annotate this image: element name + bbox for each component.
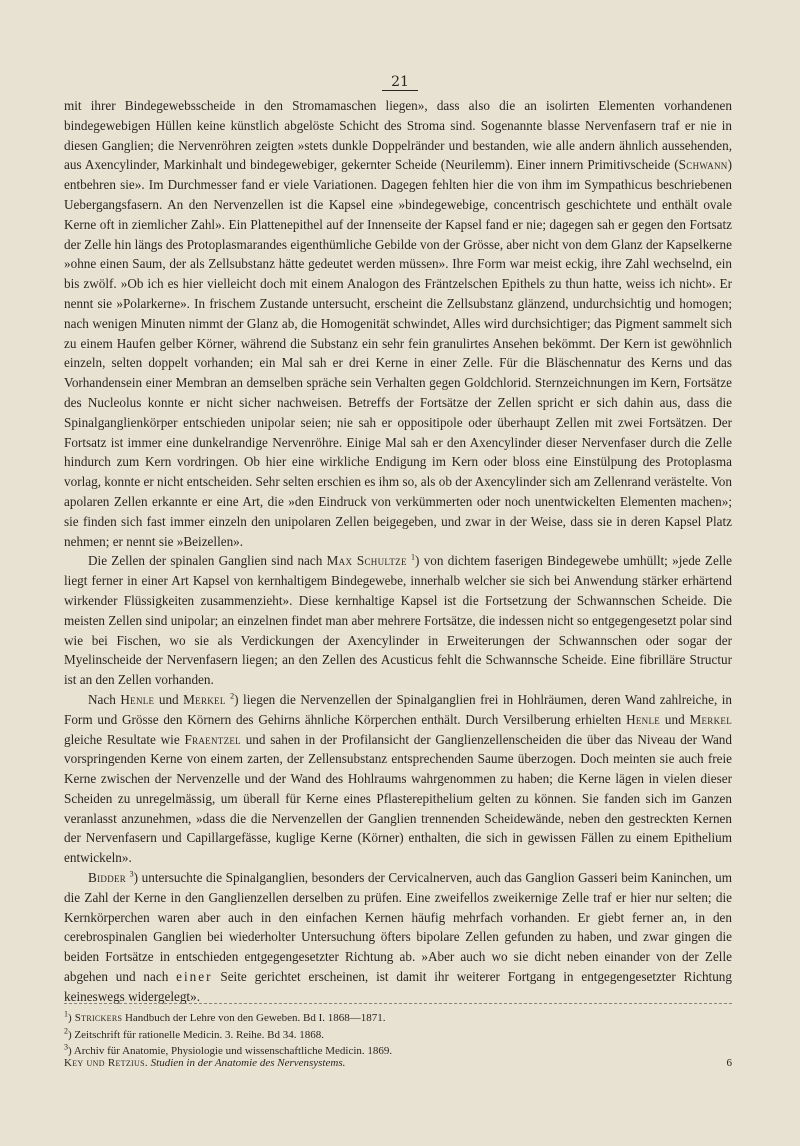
author-name: Henle <box>626 711 661 727</box>
footnote-ref: 1 <box>411 552 416 562</box>
footer-authors: Key und Retzius. <box>64 1057 148 1069</box>
paragraph <box>64 868 732 1007</box>
signature-mark: 6 <box>726 1057 732 1069</box>
text-run: ) liegen die Nervenzellen der Spinalganglien frei in Hohlräumen, deren Wand zahlreiche, in Form und Grösse den Körnern des Gehirns ähnliche Körperchen enthält. Durch Versilberung erhielten <box>64 691 733 727</box>
text-run: mit ihrer Bindegewebsscheide in den Stromamaschen liegen», dass also die an isolirten Elementen vorhandenen bindegewebigen Hüllen keine künstlich abgelöste Schicht des Stroma sind. Sogenannte blasse Nervenfasern traf er nie in diesen Ganglien; die Nervenröhren zeigten »stets dunkle Doppelränder und bestanden, wie alle andern ähnlich aussehenden, aus Axencylinder, Markinhalt und bindegewebiger, gekernter Scheide (Neurilemm). Einer innern Primitivscheide ( <box>64 98 732 173</box>
paragraph <box>64 96 732 551</box>
text-run: ) untersuchte die Spinalganglien, besonders der Cervicalnerven, auch das Ganglion Gasseri beim Kaninchen, um die Zahl der Kerne in den Ganglienzellen derselben zu prüfen. Eine zweifellos zweikernige Zelle traf er hier nur selten; die Kernkörperchen waren aber auch in den einfachen Kernen häufig mehrfach vorhanden. Er giebt ferner an, in den cerebrospinalen Ganglien bei wiederholter Untersuchung öfters bipolare Zellen gefunden zu haben, und zwar gingen die beiden Fortsätze in entschieden entgegengesetzter Richtung ab. »Aber auch wo sie dicht neben einander von der Zelle abgehen und nach <box>64 870 732 985</box>
footnote: $^2$) Zeitschrift für rationelle Medicin. 3. Reihe. Bd 34. 1868. <box>64 1025 325 1041</box>
footer-title: Studien in der Anatomie des Nervensystems. <box>150 1057 346 1069</box>
text-run: ) entbehren sie». Im Durchmesser fand er viele Variationen. Dagegen fehlten hier die von ihm im Sympathicus beschriebenen Uebergangsfasern. An den Nervenzellen ist die Kapsel eine »bindegewebige, concentrisch geschichtete und enthält ovale Kerne oft in ziemlicher Zahl». Ein Plattenepithel auf der Innenseite der Kapsel fand er nie; dagegen sah er gegen den Fortsatz der Zelle hin längs des Protoplasmarandes eigenthümliche Gebilde von der Grösse, aber nicht von dem Glanz der Kapselkerne »ohne einen Saum, der als Zellsubstanz hätte gedeutet werden müssen». Ihre Form war meist eckig, ihre Zahl wechselnd, ein bis zwölf. »Ob ich es hier vielleicht doch mit einem Analogon des Fräntzelschen Epithels zu thun hatte, weiss ich nicht». Er nennt sie »Polarkerne». In frischem Zustande untersucht, erscheint die Zellsubstanz glänzend, undurchsichtig und homogen; nach wenigen Minuten nimmt der Glanz ab, die Homogenität schwindet, Alles wird durchsichtiger; das Pigment sammelt sich zu einem Haufen gelber Körner, während die Substanz ein sehr fein granulirtes Ansehen bekömmt. Der Kern ist gewöhnlich einzeln, selten doppelt vorhanden; ein Mal sah er drei Kerne in einer Zelle. Für die Bläschennatur des Kerns und das Vorhandensein einer Membran an demselben spräche sein Verhalten gegen Goldchlorid. Sternzeichnungen im Kern, Fortsätze des Nucleolus konnte er nicht sicher nachweisen. Betreffs der Fortsätze der Zellen spricht er sich dahin aus, dass die Spinalganglienkörper entschieden unipolar seien; nie sah er oppositipole oder überhaupt Zellen mit zwei Fortsätzen. Der Fortsatz ist immer eine dunkelrandige Nervenröhre. Einige Mal sah er den Axencylinder dieser Nervenfaser durch die Zelle hindurch zum Kern vordringen. Ob hier eine wirkliche Endigung im Kern oder bloss eine Einstülpung des Protoplasma vorlag, konnte er nicht entscheiden. Sehr selten erschien es ihm so, als ob der Axencylinder sich am Zellenrand verästelte. Von apolaren Zellen erkannte er eine Art, die »den Eindruck von verkümmerten oder noch unentwickelten Elementen machen»; sie finden sich fast immer einzeln den unipolaren Zellen beigegeben, und zwar in der Weise, dass sie in deren Kapsel Platz nehmen; er nennt sie »Beizellen». <box>64 157 732 549</box>
text-run: Die Zellen der spinalen Ganglien sind nach <box>88 553 327 569</box>
author-name: Schwann <box>678 157 728 173</box>
text-run: Nach <box>88 691 121 707</box>
footnote-author: Strickers <box>71 1012 123 1024</box>
author-name: Bidder <box>88 870 127 886</box>
footnote-ref: 3 <box>129 869 134 879</box>
author-name: Max Schultze <box>326 553 407 569</box>
footnote-number: 2 <box>64 1025 68 1035</box>
author-name: Merkel <box>689 711 733 727</box>
footnote-text: Handbuch der Lehre von den Geweben. Bd I. 1868—1871. <box>122 1012 386 1024</box>
footnote-text: Zeitschrift für rationelle Medicin. 3. Reihe. Bd 34. 1868. <box>71 1028 325 1041</box>
text-run: gleiche Resultate wie <box>64 731 185 747</box>
text-run: ) von dichtem faserigen Bindegewebe umhüllt; »jede Zelle liegt ferner in einer Art Kapsel von kernhaltigem Bindegewebe, innerhalb welcher sie sich bei Anwendung stärker erhärtend wirkender Flüssigkeiten zusammenzieht». Diese kernhaltige Kapsel ist die Fortsetzung der Schwannschen Scheide. Die meisten Zellen sind unipolar; an einzelnen findet man aber mehrere Fortsätze, die indessen nicht so entgegengesetzt polar sind wie bei Fischen, wo sie als Verdickungen der Axencylinder in Erweiterungen der Schwannschen oder sogar der Myelinscheide der Nervenfasern liegen; an den Zellen des Acusticus fehlt die Schwannsche Scheide. Eine fibrilläre Structur ist an den Zellen vorhanden. <box>64 553 733 688</box>
page-footer <box>64 1057 732 1069</box>
footnotes <box>64 1010 732 1060</box>
footnote-rule <box>64 1003 732 1004</box>
paragraph <box>64 690 732 868</box>
author-name: Henle <box>120 691 155 707</box>
footnote-text: Archiv für Anatomie, Physiologie und wissenschaftliche Medicin. 1869. <box>71 1045 393 1057</box>
footnote: $^3$) Archiv für Anatomie, Physiologie und wissenschaftliche Medicin. 1869. <box>64 1042 393 1057</box>
page-number: 21 <box>382 74 418 91</box>
footnote-ref: 2 <box>230 691 235 701</box>
author-name: Merkel <box>183 691 226 707</box>
body-text <box>64 96 732 1007</box>
author-name: Fraentzel <box>184 731 241 747</box>
footer-citation <box>64 1057 345 1069</box>
footnote-number: 3 <box>64 1042 68 1052</box>
text-run: und <box>154 691 184 707</box>
footnote: $^1$) Strickers Handbuch der Lehre von den Geweben. Bd I. 1868—1871. <box>64 1009 386 1024</box>
emphasis-text: einer <box>176 969 213 985</box>
text-run: und <box>660 711 690 727</box>
text-run: und sahen in der Profilansicht der Ganglienzellenscheiden die über das Niveau der Wand vorspringenden Kerne von einem zarten, der Zellensubstanz entsprechenden Saume überzogen. Doch meinten sie auch freie Kerne zwischen der Nervenzelle und der Wand des Hohlraums wahrgenommen zu haben; die Kerne lägen in vielen dieser Scheiden zu unregelmässig, um überall für Kerne eines Pflasterepithelium gelten zu können. Sie fanden sich im Ganzen veranlasst anzunehmen, »dass die die Nervenzellen der Ganglien trennenden Scheidewände, neben den gestreckten Kernen der Nervenfasern und Capillargefässe, kuglige Kerne (Körner) enthalten, die sich in gewissen Fällen zu einem Epithelium entwickeln». <box>64 731 732 866</box>
text-run: Seite gerichtet erscheinen, ist damit ihr weiterer Fortgang in entgegengesetzter Richtung keineswegs widergelegt». <box>64 969 732 1004</box>
paragraph <box>64 551 732 690</box>
footnote-number: 1 <box>64 1009 68 1019</box>
